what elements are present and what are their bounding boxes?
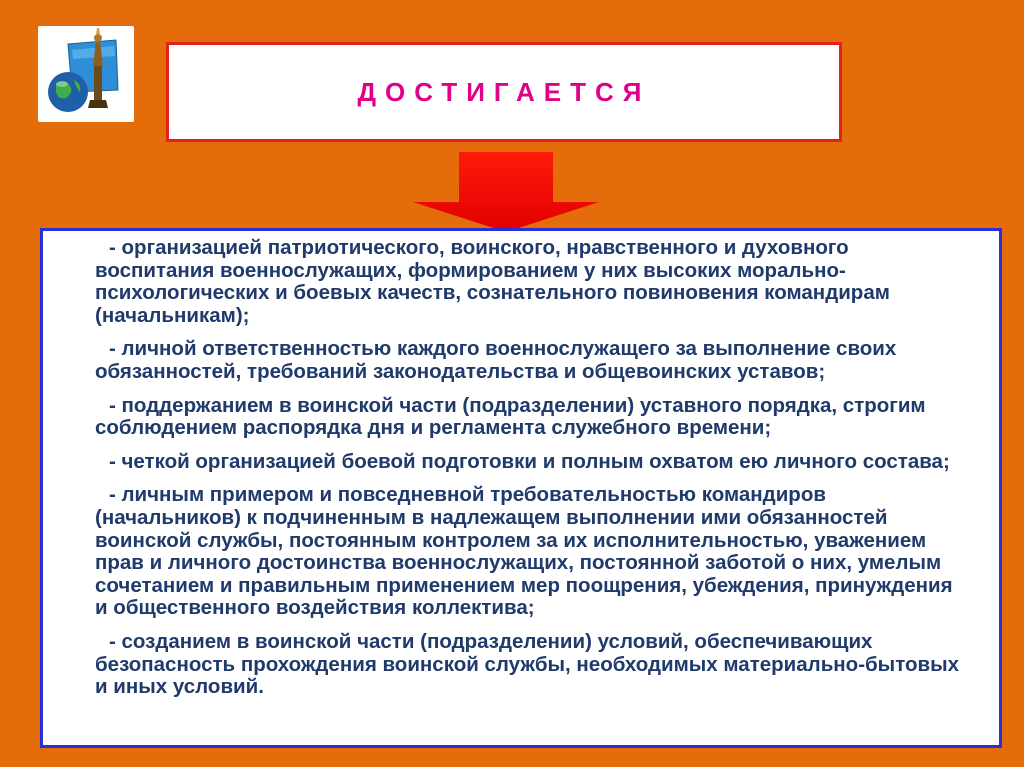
- list-item: - поддержанием в воинской части (подразделении) уставного порядка, строгим соблюдением распорядка дня и регламента служебного времени;: [95, 393, 926, 440]
- list-item: - четкой организацией боевой подготовки и полным охватом ею личного состава;: [109, 449, 950, 473]
- down-arrow-icon: [413, 152, 599, 232]
- content-box: [40, 228, 1002, 748]
- title-box: [166, 42, 842, 142]
- list-item: - созданием в воинской части (подразделении) условий, обеспечивающих безопасность прохождения воинской службы, необходимых материально-бытовых и иных условий.: [95, 629, 959, 699]
- list-item: - личной ответственностью каждого военнослужащего за выполнение своих обязанностей, требований законодательства и общевоинских уставов;: [95, 337, 897, 383]
- list-item: - личным примером и повседневной требовательностью командиров (начальников) к подчиненным в надлежащем выполнении ими обязанностей воинской службы, постоянным контролем за их исполнительностью, уважением прав и личного достоинства военнослужащих, постоянной заботой о них, умелым сочетанием и правильным применением мер поощрения, убеждения, принуждения и общественного воздействия коллектива;: [95, 483, 953, 620]
- list-item: - организацией патриотического, воинского, нравственного и духовного воспитания военнослужащих, формированием у них высоких морально-психологических и боевых качеств, сознательного повиновения командирам (начальникам);: [95, 236, 890, 327]
- slide-title: ДОСТИГАЕТСЯ: [357, 76, 651, 107]
- globe-statue-logo: [38, 26, 134, 122]
